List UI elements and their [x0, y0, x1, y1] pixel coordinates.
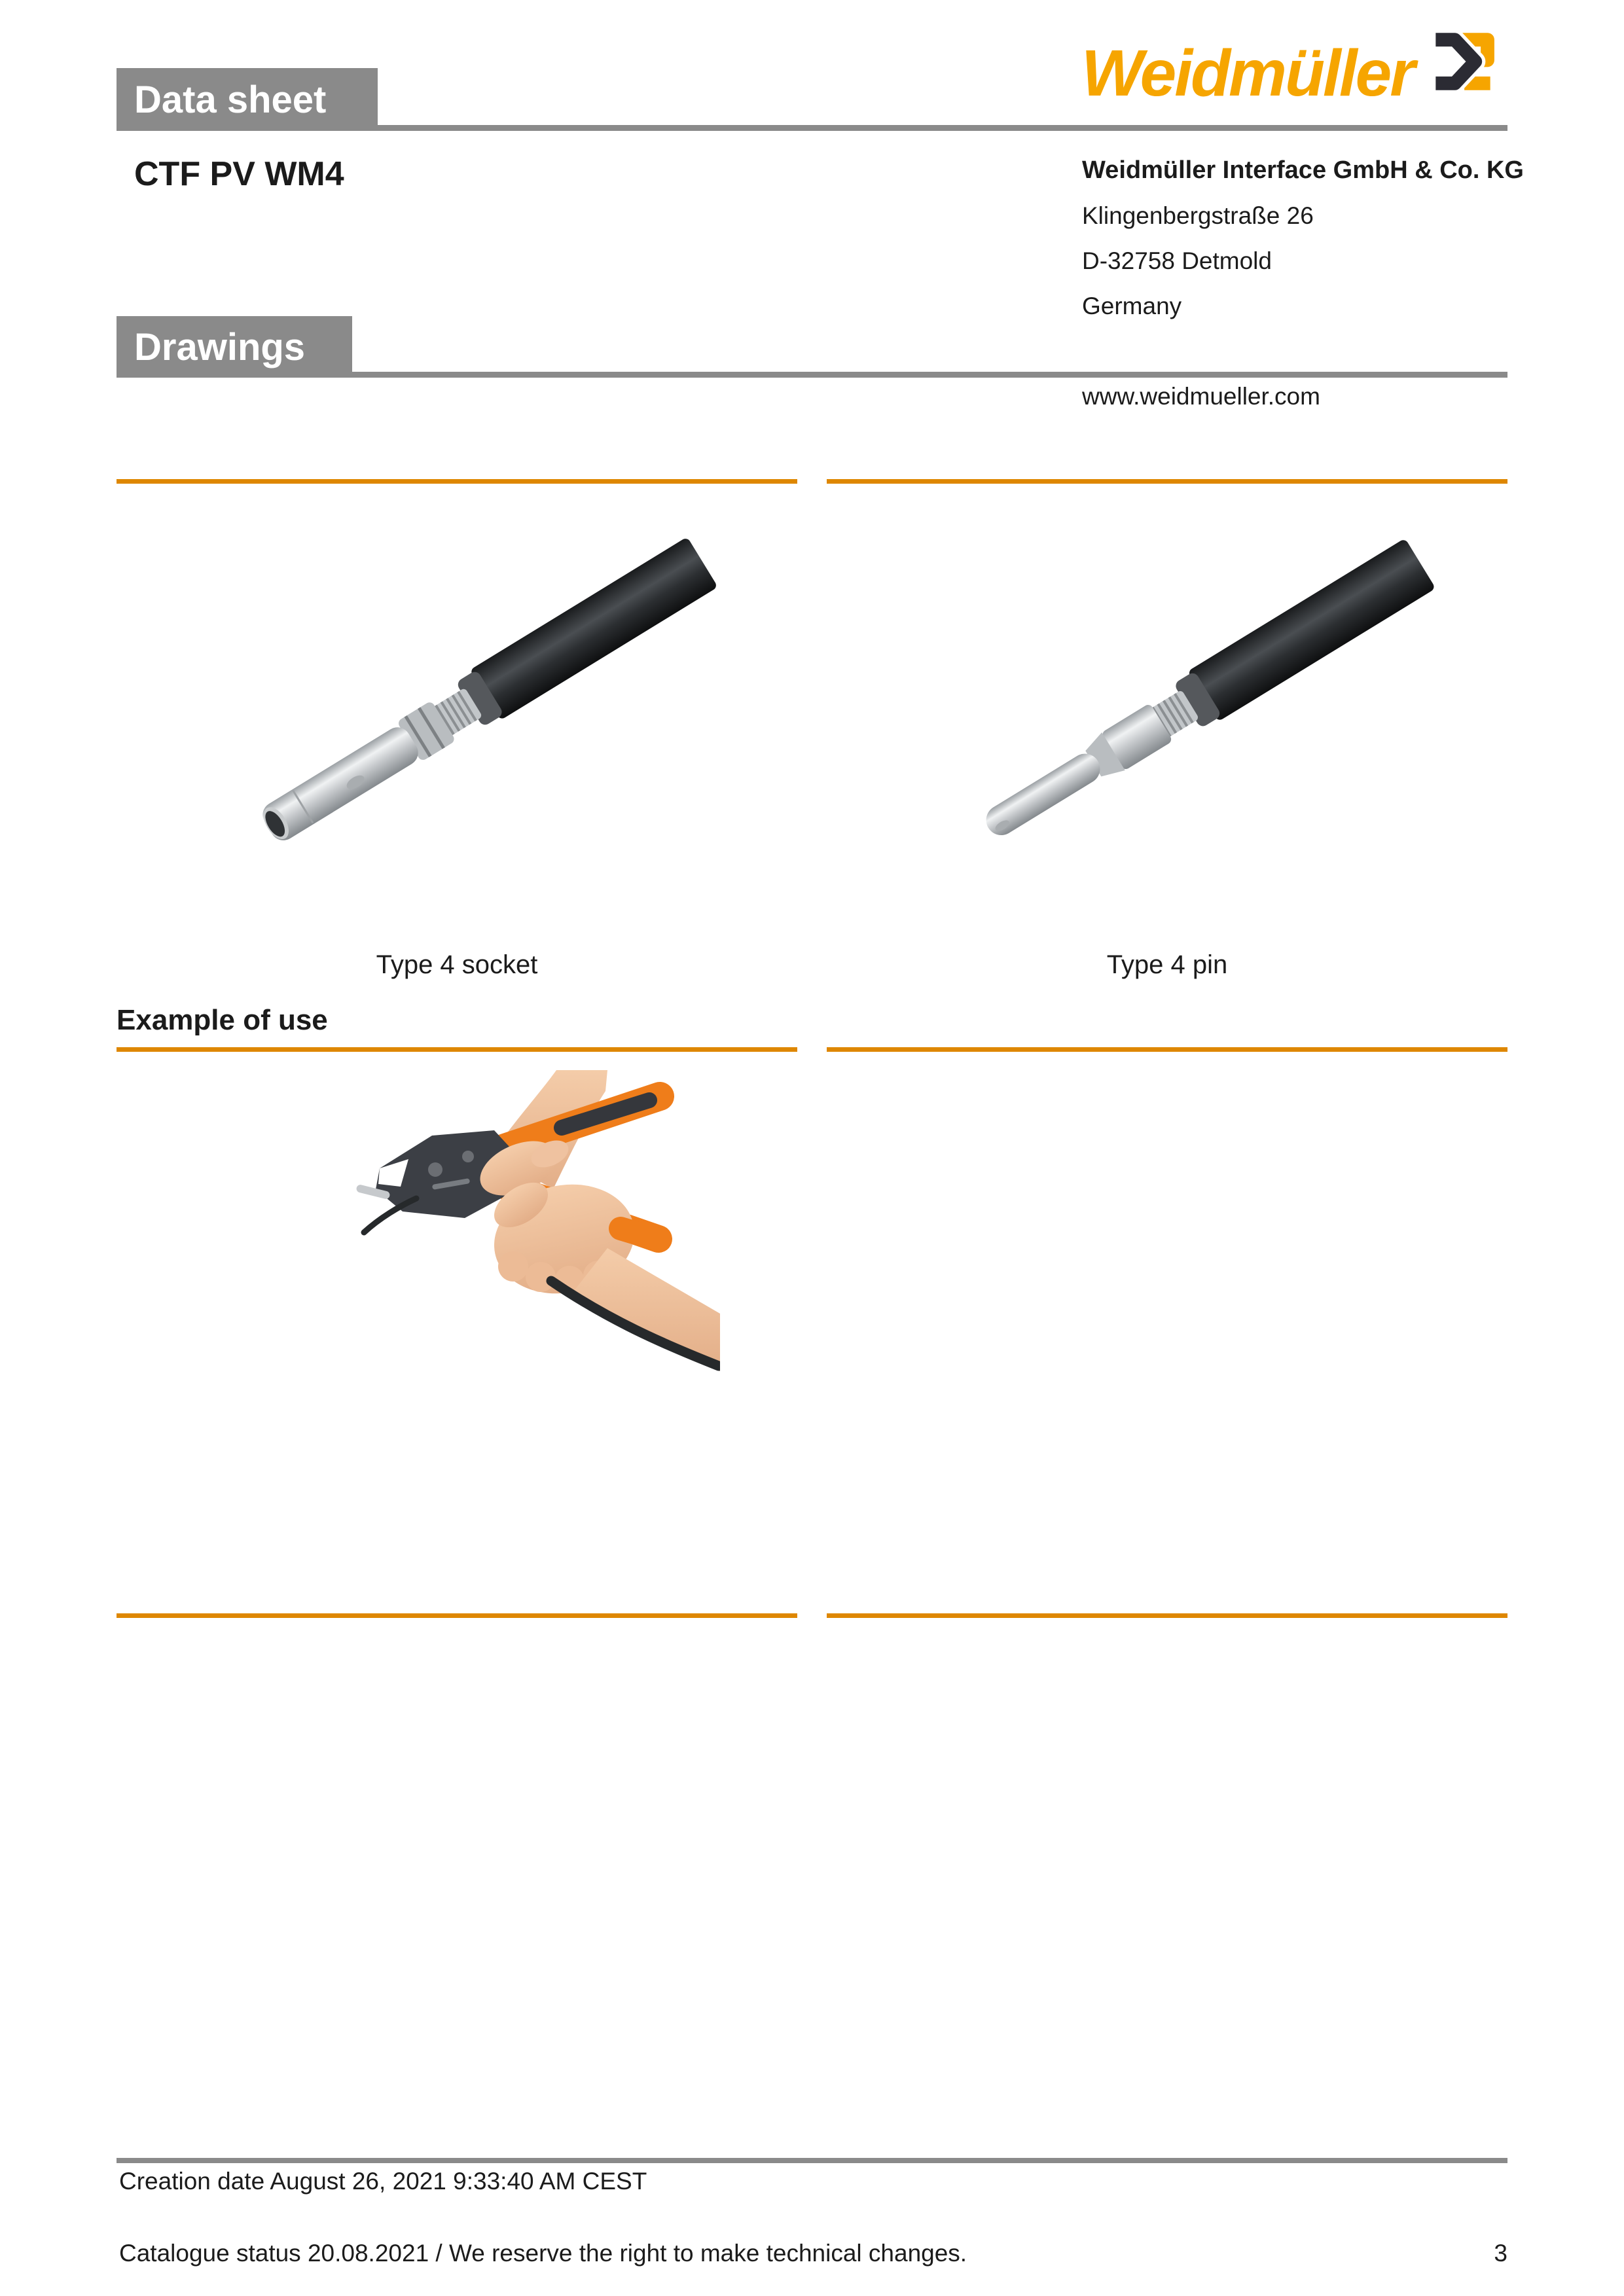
crimping-tool-in-use-photo — [353, 1070, 720, 1374]
example-right-rule — [827, 1047, 1507, 1052]
drawings-banner-label: Drawings — [134, 325, 306, 368]
brand-logo — [1081, 31, 1496, 110]
company-street: Klingenbergstraße 26 — [1082, 202, 1314, 229]
socket-caption: Type 4 socket — [376, 950, 538, 979]
pin-caption: Type 4 pin — [1106, 950, 1228, 979]
brand-logo-wordmark: Weidmüller — [1081, 37, 1414, 110]
lower-right-rule — [827, 1613, 1507, 1618]
company-country: Germany — [1082, 293, 1182, 319]
drawings-banner — [117, 316, 352, 378]
type-4-pin-contact-photo — [864, 537, 1453, 906]
creation-date-line: Creation date August 26, 2021 9:33:40 AM CEST — [119, 2168, 647, 2195]
example-of-use-heading: Example of use — [117, 1004, 328, 1036]
page-number: 3 — [1494, 2240, 1507, 2267]
company-website-link[interactable]: www.weidmueller.com — [1082, 383, 1320, 410]
weidmueller-crimp-mark-icon — [1430, 31, 1496, 95]
address-spacer — [1082, 329, 1524, 374]
socket-figure-top-rule — [117, 479, 797, 484]
pin-figure-top-rule — [827, 479, 1507, 484]
company-address-block — [1082, 148, 1524, 419]
lower-left-rule — [117, 1613, 797, 1618]
type-4-socket-contact-photo — [151, 537, 740, 906]
company-city: D-32758 Detmold — [1082, 247, 1272, 274]
example-left-rule — [117, 1047, 797, 1052]
company-name: Weidmüller Interface GmbH & Co. KG — [1082, 156, 1524, 184]
catalogue-status-line: Catalogue status 20.08.2021 / We reserve the right to make technical changes. — [119, 2240, 967, 2267]
product-title: CTF PV WM4 — [134, 155, 344, 193]
datasheet-banner-label: Data sheet — [134, 78, 327, 121]
datasheet-banner — [117, 68, 378, 131]
footer-rule — [117, 2158, 1507, 2163]
